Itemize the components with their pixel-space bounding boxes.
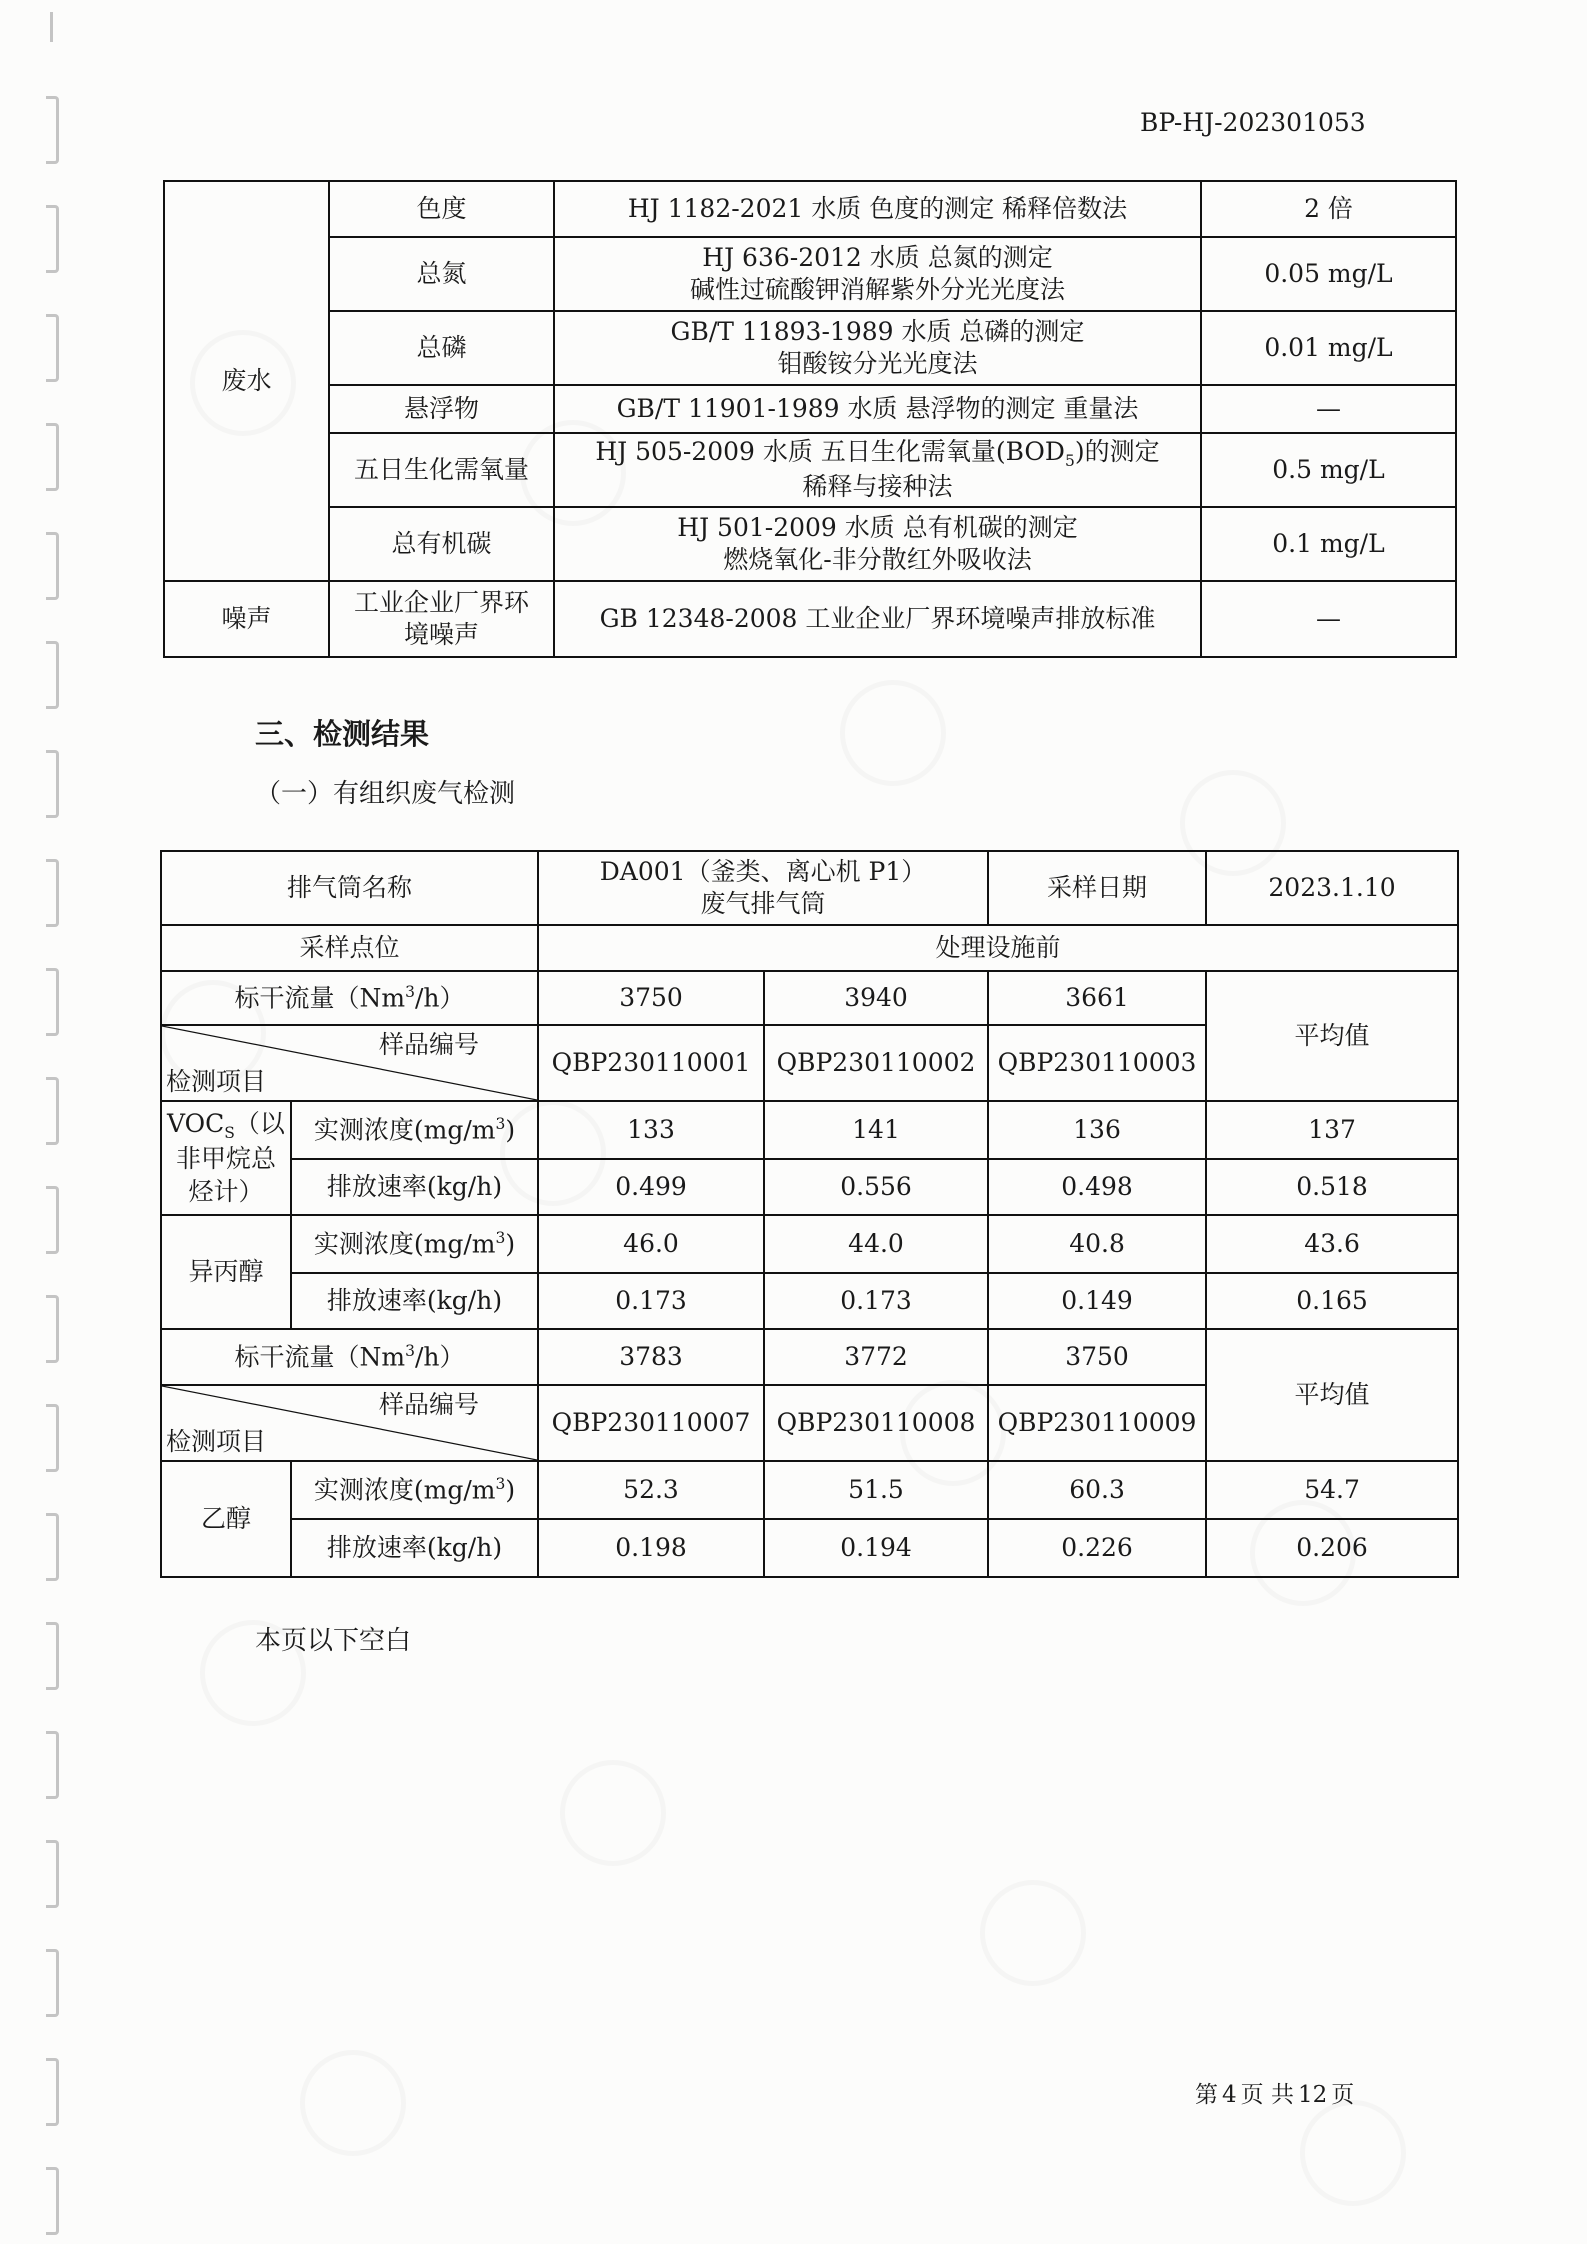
- page-number: 4: [1222, 2082, 1237, 2108]
- avg-label: 平均值: [1206, 971, 1458, 1101]
- item-cell: 色度: [329, 181, 554, 237]
- flow-label: 标干流量（Nm$^3$/h）: [161, 971, 538, 1025]
- avg-value: 0.518: [1206, 1159, 1458, 1215]
- date-label: 采样日期: [988, 851, 1206, 925]
- value-cell: 0.556: [764, 1159, 988, 1215]
- value-cell: 44.0: [764, 1215, 988, 1273]
- table-row: [164, 581, 1456, 657]
- limit-cell: 0.01 mg/L: [1201, 311, 1456, 385]
- rate-label: 排放速率(kg/h): [291, 1159, 538, 1215]
- value-cell: 0.149: [988, 1273, 1206, 1329]
- avg-label: 平均值: [1206, 1329, 1458, 1461]
- analyte-vocs: $VOC_S$（以 非甲烷总 烃计）: [161, 1101, 291, 1215]
- sample-id: QBP230110003: [988, 1025, 1206, 1101]
- avg-value: 0.165: [1206, 1273, 1458, 1329]
- value-cell: 40.8: [988, 1215, 1206, 1273]
- category-cell: 噪声: [164, 581, 329, 657]
- avg-value: 137: [1206, 1101, 1458, 1159]
- table-row: [164, 433, 1456, 507]
- limit-cell: —: [1201, 581, 1456, 657]
- analyte-ethanol: 乙醇: [161, 1461, 291, 1577]
- item-cell: 工业企业厂界环 境噪声: [329, 581, 554, 657]
- item-label: 检测项目: [166, 1426, 267, 1456]
- table-row: [161, 971, 1458, 1025]
- item-cell: 总有机碳: [329, 507, 554, 581]
- item-cell: 总磷: [329, 311, 554, 385]
- table-row: [164, 237, 1456, 311]
- methods-table: [163, 180, 1457, 658]
- value-cell: 46.0: [538, 1215, 764, 1273]
- avg-value: 0.206: [1206, 1519, 1458, 1577]
- item-label: 检测项目: [166, 1066, 267, 1096]
- table-row: [161, 1461, 1458, 1519]
- method-cell: HJ 636-2012 水质 总氮的测定 碱性过硫酸钾消解紫外分光光度法: [554, 237, 1201, 311]
- value-cell: 60.3: [988, 1461, 1206, 1519]
- conc-label: 实测浓度$(mg/m^3)$: [291, 1101, 538, 1159]
- table-row: [161, 925, 1458, 971]
- flow-value: 3661: [988, 971, 1206, 1025]
- outlet-name: DA001（釜类、离心机 P1） 废气排气筒: [538, 851, 988, 925]
- value-cell: 0.198: [538, 1519, 764, 1577]
- limit-cell: —: [1201, 385, 1456, 433]
- value-cell: 51.5: [764, 1461, 988, 1519]
- table-row: [164, 311, 1456, 385]
- flow-value: 3772: [764, 1329, 988, 1385]
- avg-value: 54.7: [1206, 1461, 1458, 1519]
- method-cell: GB 12348-2008 工业企业厂界环境噪声排放标准: [554, 581, 1201, 657]
- table-row: [161, 1101, 1458, 1159]
- value-cell: 0.173: [764, 1273, 988, 1329]
- item-cell: 悬浮物: [329, 385, 554, 433]
- limit-cell: 0.1 mg/L: [1201, 507, 1456, 581]
- sample-no-label: 样品编号: [379, 1030, 480, 1059]
- method-cell: HJ 501-2009 水质 总有机碳的测定 燃烧氧化-非分散红外吸收法: [554, 507, 1201, 581]
- limit-cell: 0.05 mg/L: [1201, 237, 1456, 311]
- flow-value: 3750: [538, 971, 764, 1025]
- limit-cell: 0.5 mg/L: [1201, 433, 1456, 507]
- page-total: 12: [1297, 2082, 1328, 2108]
- page-footer: 第 4 页 共 12 页: [1195, 2082, 1355, 2108]
- rate-label: 排放速率(kg/h): [291, 1273, 538, 1329]
- item-cell: 总氮: [329, 237, 554, 311]
- item-cell: 五日生化需氧量: [329, 433, 554, 507]
- table-row: [161, 1273, 1458, 1329]
- table-row: [161, 851, 1458, 925]
- conc-label: 实测浓度$(mg/m^3)$: [291, 1215, 538, 1273]
- sample-id: QBP230110009: [988, 1385, 1206, 1461]
- value-cell: 0.226: [988, 1519, 1206, 1577]
- outlet-label: 排气筒名称: [161, 851, 538, 925]
- method-cell: GB/T 11893-1989 水质 总磷的测定 钼酸铵分光光度法: [554, 311, 1201, 385]
- section-subtitle: （一）有组织废气检测: [255, 779, 516, 809]
- flow-value: 3750: [988, 1329, 1206, 1385]
- analyte-ipa: 异丙醇: [161, 1215, 291, 1329]
- date-value: 2023.1.10: [1206, 851, 1458, 925]
- table-row: [161, 1215, 1458, 1273]
- flow-value: 3783: [538, 1329, 764, 1385]
- method-cell: HJ 1182-2021 水质 色度的测定 稀释倍数法: [554, 181, 1201, 237]
- rate-label: 排放速率(kg/h): [291, 1519, 538, 1577]
- point-label: 采样点位: [161, 925, 538, 971]
- limit-cell: 2 倍: [1201, 181, 1456, 237]
- sample-id: QBP230110007: [538, 1385, 764, 1461]
- value-cell: 52.3: [538, 1461, 764, 1519]
- category-cell: 废水: [164, 181, 329, 581]
- value-cell: 141: [764, 1101, 988, 1159]
- table-row: [161, 1329, 1458, 1385]
- value-cell: 133: [538, 1101, 764, 1159]
- value-cell: 0.498: [988, 1159, 1206, 1215]
- sample-id: QBP230110008: [764, 1385, 988, 1461]
- table-row: [164, 385, 1456, 433]
- point-value: 处理设施前: [538, 925, 1458, 971]
- sample-id: QBP230110001: [538, 1025, 764, 1101]
- table-row: [161, 1159, 1458, 1215]
- flow-label: 标干流量（Nm$^3$/h）: [161, 1329, 538, 1385]
- avg-value: 43.6: [1206, 1215, 1458, 1273]
- doc-number: BP-HJ-202301053: [1140, 108, 1366, 137]
- method-cell: HJ 505-2009 水质 五日生化需氧量$(BOD_5)$的测定 稀释与接种法: [554, 433, 1201, 507]
- conc-label: 实测浓度$(mg/m^3)$: [291, 1461, 538, 1519]
- value-cell: 0.194: [764, 1519, 988, 1577]
- sample-id: QBP230110002: [764, 1025, 988, 1101]
- table-row: [164, 181, 1456, 237]
- header-diagonal-cell: [161, 1025, 538, 1101]
- blank-note: 本页以下空白: [255, 1626, 412, 1656]
- method-cell: GB/T 11901-1989 水质 悬浮物的测定 重量法: [554, 385, 1201, 433]
- flow-value: 3940: [764, 971, 988, 1025]
- sample-no-label: 样品编号: [379, 1390, 480, 1419]
- section-title: 三、检测结果: [255, 717, 430, 751]
- value-cell: 136: [988, 1101, 1206, 1159]
- value-cell: 0.173: [538, 1273, 764, 1329]
- header-diagonal-cell: [161, 1385, 538, 1461]
- table-row: [164, 507, 1456, 581]
- value-cell: 0.499: [538, 1159, 764, 1215]
- results-table: [160, 850, 1459, 1578]
- table-row: [161, 1519, 1458, 1577]
